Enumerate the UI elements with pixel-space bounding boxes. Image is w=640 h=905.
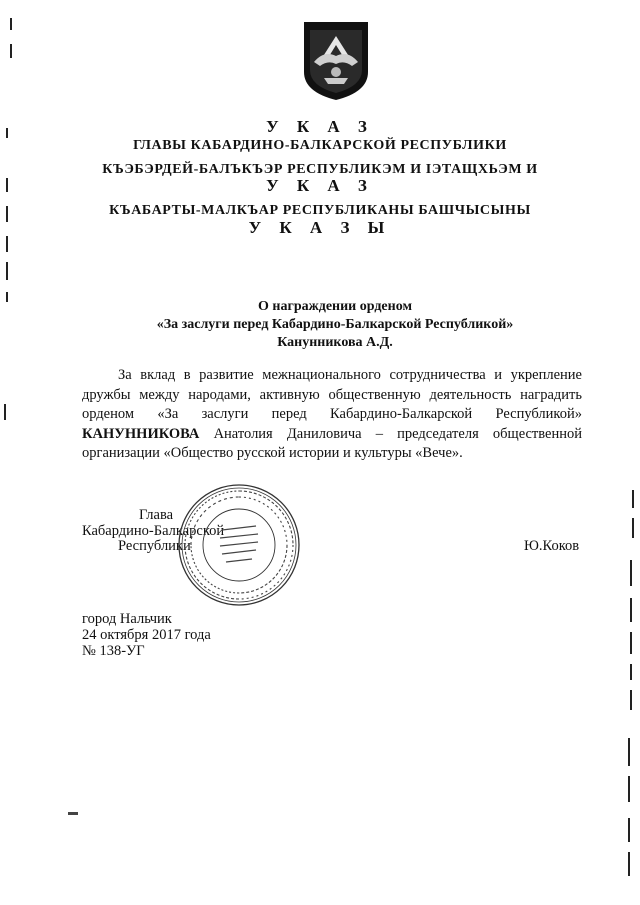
decree-body — [82, 366, 582, 464]
signature-title-line-2: Кабардино-Балкарской — [82, 523, 225, 539]
decree-city: город Нальчик — [82, 611, 172, 627]
decree-date: 24 октября 2017 года — [82, 627, 211, 643]
awardee-surname: КАНУННИКОВА — [82, 425, 200, 442]
ukaz-heading-russian: У К А З — [266, 117, 374, 136]
header-line-kabardian: КЪЭБЭРДЕЙ-БАЛЪКЪЭР РЕСПУБЛИКЭМ И ІЭТАЩХЬЭМ И — [102, 162, 538, 177]
ukaz-heading-kabardian: У К А З — [266, 176, 374, 195]
signatory-name: Ю.Коков — [524, 538, 580, 554]
decree-number: № 138-УГ — [82, 643, 145, 659]
decree-subject — [120, 298, 550, 352]
coat-of-arms-emblem — [302, 20, 370, 102]
subject-line-1: О награждении орденом — [258, 299, 412, 314]
decree-paragraph — [82, 366, 582, 464]
signature-title-line-1: Глава — [139, 507, 174, 523]
subject-line-2: «За заслуги перед Кабардино-Балкарской Республикой» — [156, 317, 514, 332]
body-text-after: Анатолия Даниловича – председателя общественной организации «Общество русской истории и культуры «Вече». — [82, 425, 582, 461]
signature-title-line-3: Республики — [118, 538, 191, 554]
official-seal-stamp — [176, 482, 302, 608]
scan-speck — [68, 812, 78, 815]
ukaz-heading-balkar: У К А З Ы — [248, 218, 392, 237]
body-text-before: За вклад в развитие межнационального сотрудничества и укрепление дружбы между народами, активную общественную деятельность наградить орденом «За заслуги перед Кабардино-Балкарской Республикой» — [82, 367, 582, 422]
header-line-russian: ГЛАВЫ КАБАРДИНО-БАЛКАРСКОЙ РЕСПУБЛИКИ — [133, 138, 507, 153]
header-line-balkar: КЪАБАРТЫ-МАЛКЪАР РЕСПУБЛИКАНЫ БАШЧЫСЫНЫ — [109, 203, 531, 218]
subject-line-3: Канунникова А.Д. — [277, 335, 393, 350]
